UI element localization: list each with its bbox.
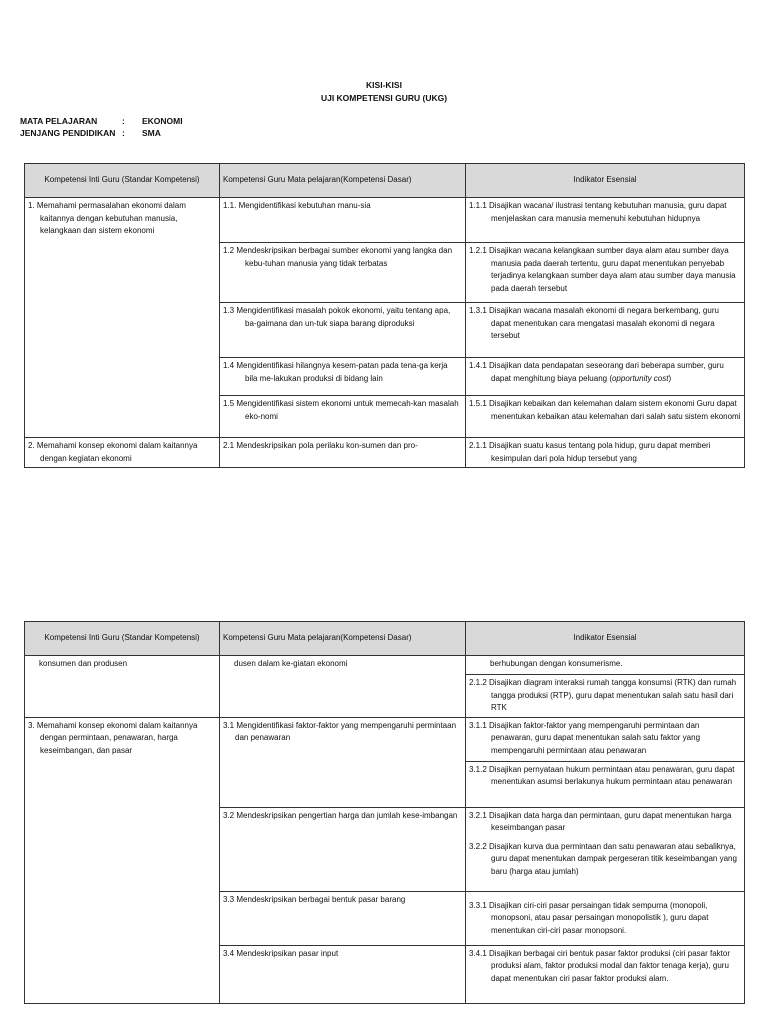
kd-cell [220,358,466,396]
indicator-text: 2.1.2 Disajikan diagram interaksi rumah tangga konsumsi (RTK) dan rumah tangga produksi (RTP), guru dapat menentukan salah satu hasil dari RTK [469,678,737,712]
indicator-cell [466,198,745,243]
kd-cell [220,945,466,1003]
competency-table-2 [24,621,745,1004]
indicator-text: 1.2.1 Disajikan wacana kelangkaan sumber daya alam atau sumber daya manusia pada daerah tertentu, guru dapat menentukan penyebab terjadinya kelangkaan sumber daya alam atau sumber daya manusia pada daerah tersebut [469,246,736,293]
indicator-text: 3.2.1 Disajikan data harga dan permintaan, guru dapat menentukan harga keseimbangan pasar [469,810,732,832]
subject-label: MATA PELAJARAN [20,116,98,126]
indicator-text: 3.4.1 Disajikan berbagai ciri bentuk pasar faktor produksi (ciri pasar faktor produksi alam, faktor produksi modal dan faktor tenaga kerja), guru dapat menentukan ciri pasar faktor produksi alam. [469,948,731,983]
indicator-text-em: opportunity cost [611,373,669,383]
kd-text: 3.3 Mendeskripsikan berbagai bentuk pasar barang [223,894,406,904]
header-kd: Kompetensi Guru Mata pelajaran(Kompetensi Dasar) [220,622,466,656]
kd-text: 1.5 Mengidentifikasi sistem ekonomi untuk memecah-kan masalah eko-nomi [223,399,459,421]
indicator-text: 3.3.1 Disajikan ciri-ciri pasar persaingan tidak sempurna (monopoli, monopsoni, atau pasar persaingan monopolistik ), guru dapat menentukan ciri-ciri pasar monopsoni. [469,900,709,935]
indicator-text: 3.2.2 Disajikan kurva dua permintaan dan satu penawaran atau sebaliknya, guru dapat menentukan dampak pergeseran titik keseimbangan yang baru (harga atau jumlah) [469,841,737,876]
indicator-text [469,360,741,385]
kd-cell [220,243,466,303]
header-kd: Kompetensi Guru Mata pelajaran(Kompetensi Dasar) [220,164,466,198]
kd-cell [220,438,466,468]
indicator-text: 3.1.1 Disajikan faktor-faktor yang mempengaruhi permintaan dan penawaran, guru dapat menentukan salah satu faktor yang mempengaruhi permintaan atau penawaran [469,720,701,755]
subject-value: EKONOMI [142,116,183,126]
table-row [25,198,745,243]
subject-separator: : [122,116,125,126]
competency-table-1 [24,163,745,468]
indicator-text-tail: ) [668,373,672,383]
ki-cell [25,717,220,1003]
table-row [25,656,745,675]
ki-cell: konsumen dan produsen [25,656,220,718]
kd-cell: dusen dalam ke-giatan ekonomi [220,656,466,718]
ki-cell [25,438,220,468]
indicator-text-main: 1.4.1 Disajikan data pendapatan seseorang dari beberapa sumber, guru dapat menghitung biaya peluang ( [469,361,724,383]
header-indicator: Indikator Esensial [466,622,745,656]
kd-cell [220,891,466,945]
kd-text: 1.1. Mengidentifikasi kebutuhan manu-sia [223,201,371,210]
kd-text: 1.4 Mengidentifikasi hilangnya kesem-patan pada tena-ga kerja bila me-lakukan produksi di bidang lain [223,361,448,383]
meta-level [20,128,161,138]
indicator-cell: berhubungan dengan konsumerisme. [466,656,745,675]
indicator-cell [466,945,745,1003]
kd-text: 2.1 Mendeskripsikan pola perilaku kon-sumen dan pro- [223,441,418,450]
indicator-cell [466,891,745,945]
ki-text: 2. Memahami konsep ekonomi dalam kaitannya dengan kegiatan ekonomi [28,441,198,463]
indicator-text: 1.5.1 Disajikan kebaikan dan kelemahan dalam sistem ekonomi Guru dapat menentukan kebaikan atau kelemahan dari salah satu sistem ekonomi [469,399,741,421]
kd-cell [220,807,466,891]
indicator-cell [466,303,745,358]
kd-cell [220,396,466,438]
indicator-cell [466,675,745,718]
indicator-cell [466,396,745,438]
level-separator: : [122,128,125,138]
indicator-cell [466,358,745,396]
indicator-text: 1.1.1 Disajikan wacana/ ilustrasi tentang kebutuhan manusia, guru dapat menjelaskan cara manusia memenuhi kebutuhan hidupnya [469,201,727,223]
indicator-text: 2.1.1 Disajikan suatu kasus tentang pola hidup, guru dapat memberi kesimpulan dari pola hidup tersebut yang [469,441,711,463]
level-label: JENJANG PENDIDIKAN [20,128,116,138]
header-ki: Kompetensi Inti Guru (Standar Kompetensi) [25,622,220,656]
indicator-cell [466,438,745,468]
level-value: SMA [142,128,161,138]
doc-subtitle: UJI KOMPETENSI GURU (UKG) [320,93,448,103]
header-ki: Kompetensi Inti Guru (Standar Kompetensi) [25,164,220,198]
kd-cell [220,717,466,807]
ki-cell [25,198,220,438]
meta-subject [20,116,183,126]
indicator-cell [466,717,745,761]
kd-text: 1.2 Mendeskripsikan berbagai sumber ekonomi yang langka dan kebu-tuhan manusia yang tidak terbatas [223,246,453,268]
indicator-cell [466,807,745,891]
table-row [25,438,745,468]
kd-cell [220,198,466,243]
table-header [25,164,745,198]
table-row [25,717,745,761]
ki-text: 1. Memahami permasalahan ekonomi dalam kaitannya dengan kebutuhan manusia, kelangkaan dan sistem ekonomi [28,201,186,235]
indicator-cell [466,761,745,807]
indicator-text: 3.1.2 Disajikan pernyataan hukum permintaan atau penawaran, guru dapat menentukan asumsi berlakunya hukum permintaan atau penawaran [469,764,735,786]
kd-text: 3.1 Mengidentifikasi faktor-faktor yang mempengaruhi permintaan dan penawaran [223,720,457,742]
indicator-cell [466,243,745,303]
kd-text: 1.3 Mengidentifikasi masalah pokok ekonomi, yaitu tentang apa, ba-gaimana dan un-tuk siapa barang diproduksi [223,306,451,328]
table-header [25,622,745,656]
ki-text: 3. Memahami konsep ekonomi dalam kaitannya dengan permintaan, penawaran, harga keseimbangan, dan pasar [28,720,198,755]
kd-cell [220,303,466,358]
kd-text: 3.4 Mendeskripsikan pasar input [223,948,339,958]
indicator-text: 1.3.1 Disajikan wacana masalah ekonomi di negara berkembang, guru dapat menentukan cara mengatasi masalah ekonomi di negara tersebut [469,306,719,340]
doc-title: KISI-KISI [366,80,402,90]
header-indicator: Indikator Esensial [466,164,745,198]
kd-text: 3.2 Mendeskripsikan pengertian harga dan jumlah kese-imbangan [223,810,458,820]
